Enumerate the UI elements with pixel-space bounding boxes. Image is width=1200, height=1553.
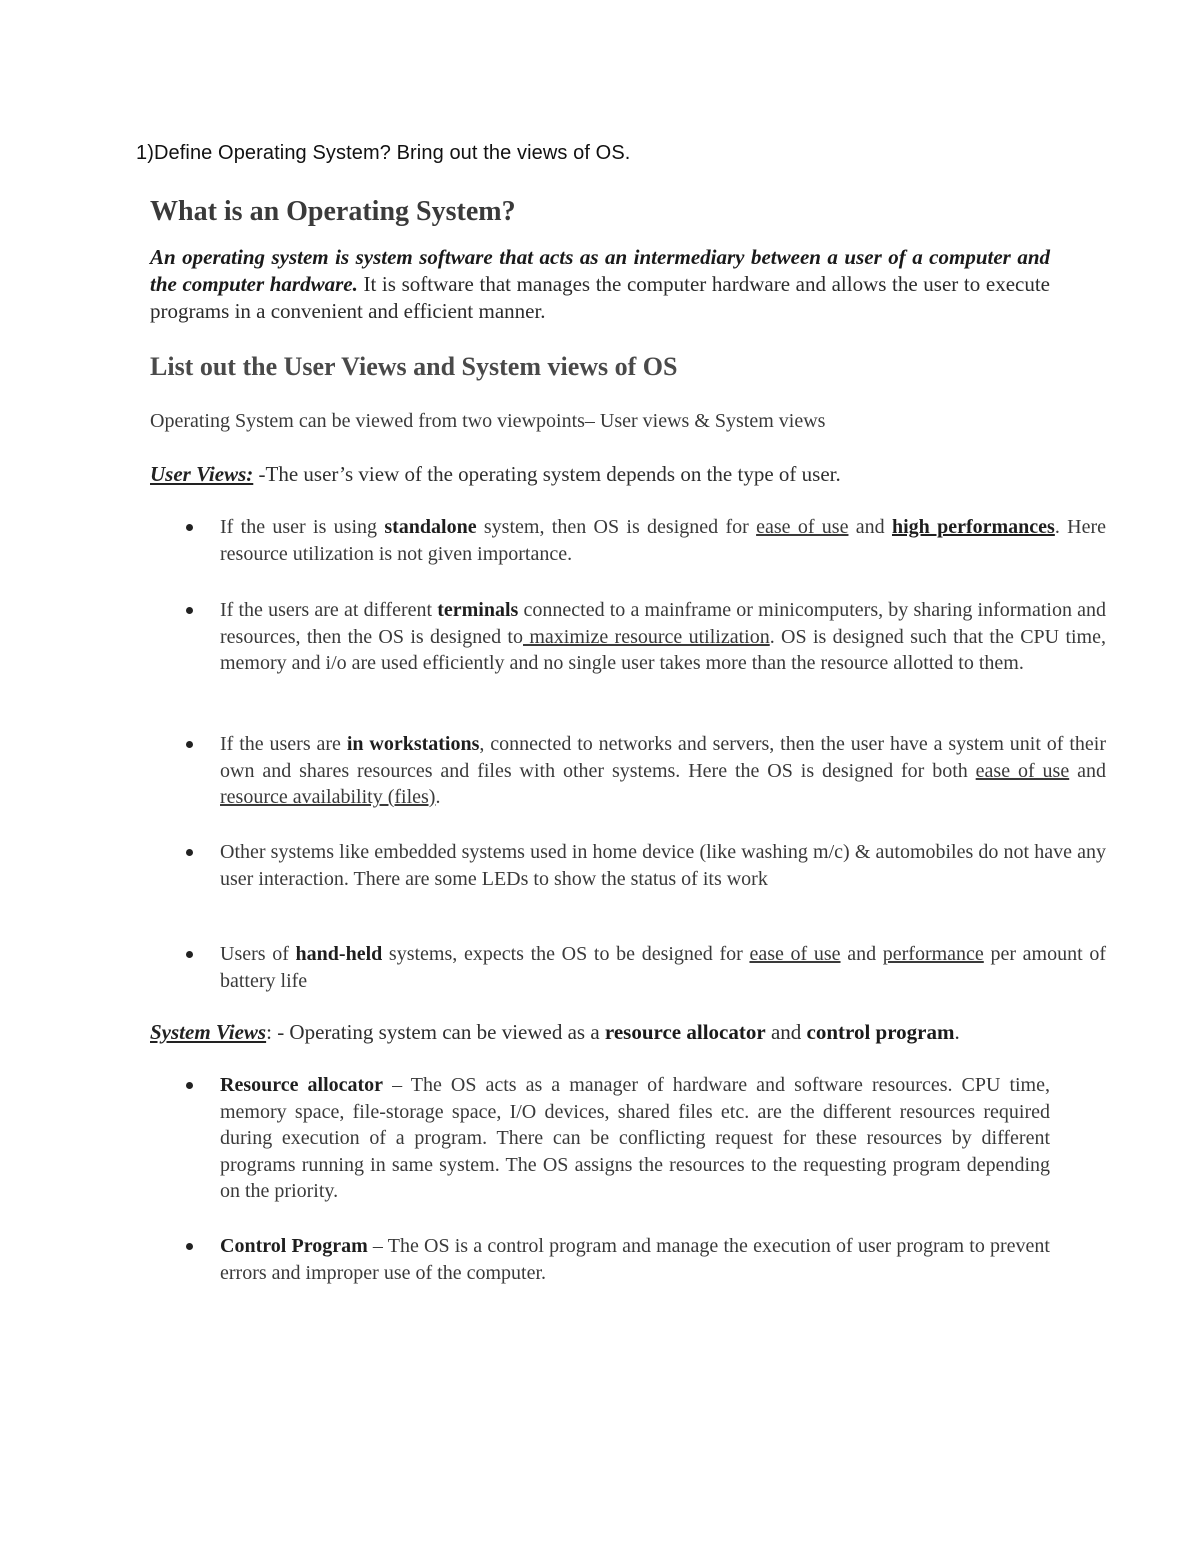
bullet-text: Other systems like embedded systems used in home device (like washing m/c) & automobiles do not have any user interaction. There are some LEDs to show the status of its work (220, 841, 1106, 890)
definition-bold-italic: An operating system is system software that acts as an intermediary between a user of a computer and the computer hardware. (150, 245, 1050, 296)
bullet-dot (186, 1243, 193, 1250)
bullet-text: If the user is using standalone system, then OS is designed for ease of use and high performances. Here resource utilization is not given importance. (220, 516, 1107, 565)
question-title: 1)Define Operating System? Bring out the views of OS. (136, 142, 631, 164)
bullet-text: Users of hand-held systems, expects the OS to be designed for ease of use and performance per amount of battery life (220, 943, 1106, 992)
definition-rest: It is software that manages the computer hardware and allows the user to execute programs in a convenient and efficient manner. (150, 272, 1050, 323)
heading-views: List out the User Views and System views of OS (150, 352, 678, 381)
bullet-dot (186, 951, 193, 958)
views-intro: Operating System can be viewed from two viewpoints– User views & System views (150, 410, 826, 432)
bullet-text: Control Program – The OS is a control program and manage the execution of user program to prevent errors and improper use of the computer. (220, 1235, 1050, 1284)
bullet-text: If the users are at different terminals connected to a mainframe or minicomputers, by sharing information and resources, then the OS is designed to maximize resource utilization. OS is designed such that the CPU time, memory and i/o are used efficiently and no single user takes more than the resource allotted to them. (220, 599, 1106, 674)
bullet-dot (186, 524, 193, 531)
user-views-label: User Views: (150, 462, 254, 486)
user-views-line (150, 462, 841, 487)
user-views-text: -The user’s view of the operating system depends on the type of user. (253, 462, 841, 486)
os-definition (150, 244, 1050, 325)
bullet-text: If the users are in workstations, connected to networks and servers, then the user have a system unit of their own and shares resources and files with other systems. Here the OS is designed for both ease of use and resource availability (files). (220, 733, 1106, 808)
heading-what-is-os: What is an Operating System? (150, 196, 516, 227)
system-views-label: System Views (150, 1020, 267, 1044)
bullet-dot (186, 741, 193, 748)
bullet-dot (186, 1082, 193, 1089)
system-views-line: System Views: - Operating system can be viewed as a resource allocator and control program. (150, 1020, 960, 1044)
bullet-text: Resource allocator – The OS acts as a manager of hardware and software resources. CPU time, memory space, file-storage space, I/O devices, shared files etc. are the different resources required during execution of a program. There can be conflicting request for these resources by different programs running in same system. The OS assigns the resources to the requesting program depending on the priority. (220, 1074, 1050, 1202)
bullet-dot (186, 607, 193, 614)
bullet-dot (186, 849, 193, 856)
